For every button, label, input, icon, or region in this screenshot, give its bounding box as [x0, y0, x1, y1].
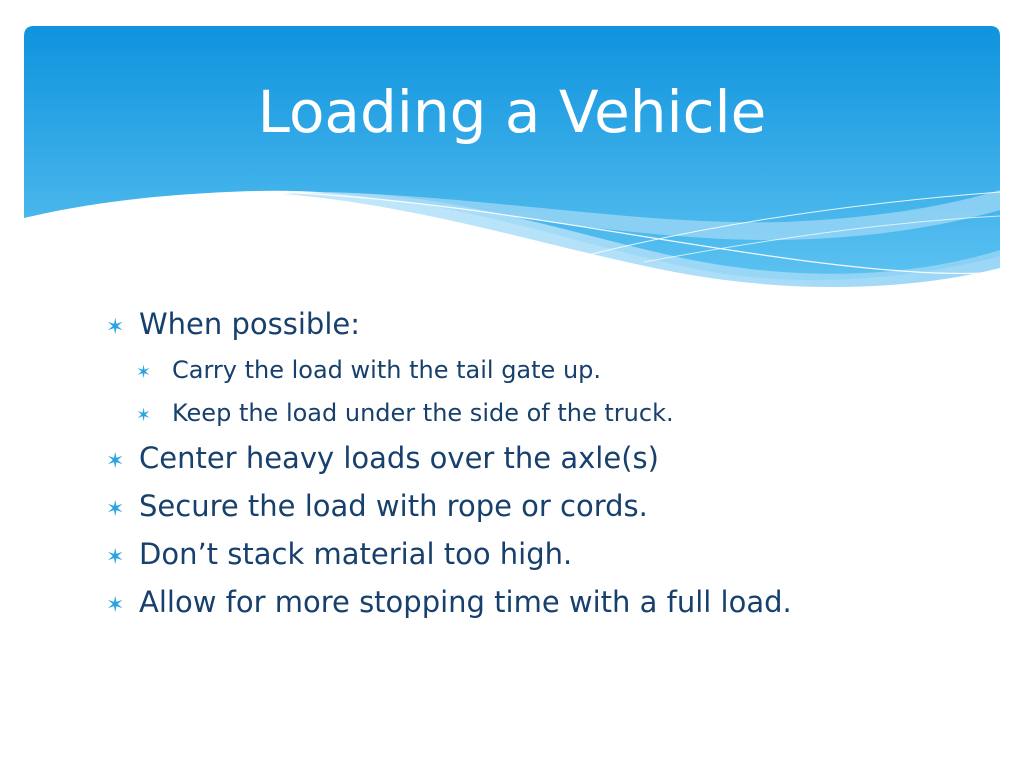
list-item [106, 484, 966, 532]
sub-list-item [106, 393, 966, 436]
list-item [106, 436, 966, 484]
bullet-list [106, 302, 966, 628]
asterisk-icon: ✶ [106, 545, 125, 570]
asterisk-icon: ✶ [136, 362, 152, 383]
list-item-text: Don’t stack material too high. [139, 537, 573, 571]
list-item [106, 580, 966, 628]
sub-list-item-text: Keep the load under the side of the truck. [172, 399, 674, 427]
list-item-text: Secure the load with rope or cords. [139, 489, 648, 523]
slide-title: Loading a Vehicle [257, 78, 767, 146]
asterisk-icon: ✶ [106, 497, 125, 522]
sub-list-item-text: Carry the load with the tail gate up. [172, 356, 602, 384]
list-item [106, 302, 966, 350]
list-item-text: Allow for more stopping time with a full load. [139, 585, 792, 619]
asterisk-icon: ✶ [106, 449, 125, 474]
header-wave-banner [24, 26, 1000, 296]
list-item-text: Center heavy loads over the axle(s) [139, 441, 659, 475]
asterisk-icon: ✶ [106, 593, 125, 618]
asterisk-icon: ✶ [106, 315, 125, 340]
asterisk-icon: ✶ [136, 405, 152, 426]
list-item-text: When possible: [139, 307, 360, 341]
list-item [106, 532, 966, 580]
sub-list-item [106, 350, 966, 393]
wave-graphic [24, 26, 1000, 296]
